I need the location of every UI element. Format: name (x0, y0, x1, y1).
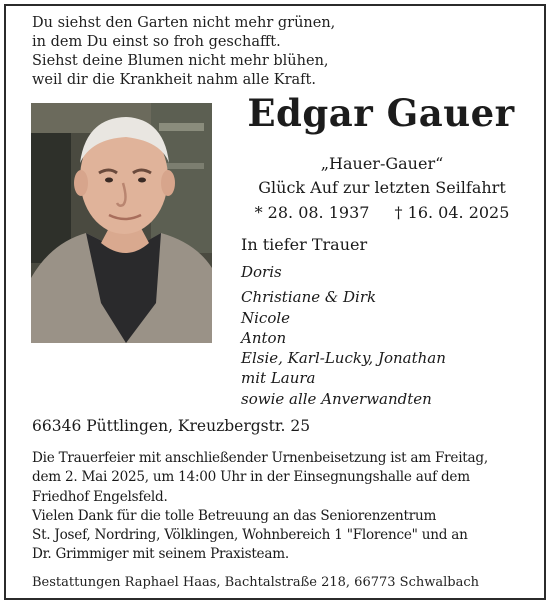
info-line: St. Josef, Nordring, Völklingen, Wohnbereich 1 "Florence" und an (32, 527, 468, 544)
info-line: Die Trauerfeier mit anschließender Urnenbeisetzung ist am Freitag, (32, 450, 488, 466)
info-line: dem 2. Mai 2025, um 14:00 Uhr in der Einsegnungshalle auf dem (32, 469, 470, 486)
mourner-name: Doris (241, 263, 282, 281)
poem (32, 14, 372, 90)
undertaker-footer: Bestattungen Raphael Haas, Bachtalstraße 218, 66773 Schwalbach (32, 575, 479, 590)
nickname: „Hauer-Gauer“ (320, 154, 444, 173)
mourner-name: mit Laura (241, 369, 316, 388)
mourner-name: Anton (241, 328, 287, 347)
deceased-name: Edgar Gauer (247, 91, 515, 135)
poem-line: Siehst deine Blumen nicht mehr blühen, (32, 53, 329, 69)
mourners-list (241, 262, 446, 409)
family-address: 66346 Püttlingen, Kreuzbergstr. 25 (32, 417, 311, 435)
motto: Glück Auf zur letzten Seilfahrt (258, 178, 506, 197)
info-line: Dr. Grimmiger mit seinem Praxisteam. (32, 546, 289, 563)
poem-line: in dem Du einst so froh geschafft. (32, 34, 281, 50)
death-date: † 16. 04. 2025 (394, 203, 510, 222)
info-line: Vielen Dank für die tolle Betreuung an das Seniorenzentrum (32, 507, 437, 524)
mourner-name: Christiane & Dirk (241, 288, 377, 307)
mourner-name: sowie alle Anverwandten (241, 389, 432, 408)
poem-line: weil dir die Krankheit nahm alle Kraft. (32, 72, 316, 88)
info-line: Friedhof Engelsfeld. (32, 488, 168, 505)
portrait-photo (31, 103, 212, 343)
poem-line: Du siehst den Garten nicht mehr grünen, (32, 15, 336, 31)
birth-date: * 28. 08. 1937 (254, 203, 370, 222)
mourner-name: Elsie, Karl-Lucky, Jonathan (241, 349, 446, 368)
mourning-heading: In tiefer Trauer (241, 235, 368, 254)
mourner-name: Nicole (241, 308, 291, 327)
life-dates (232, 203, 532, 222)
funeral-info (32, 449, 528, 565)
